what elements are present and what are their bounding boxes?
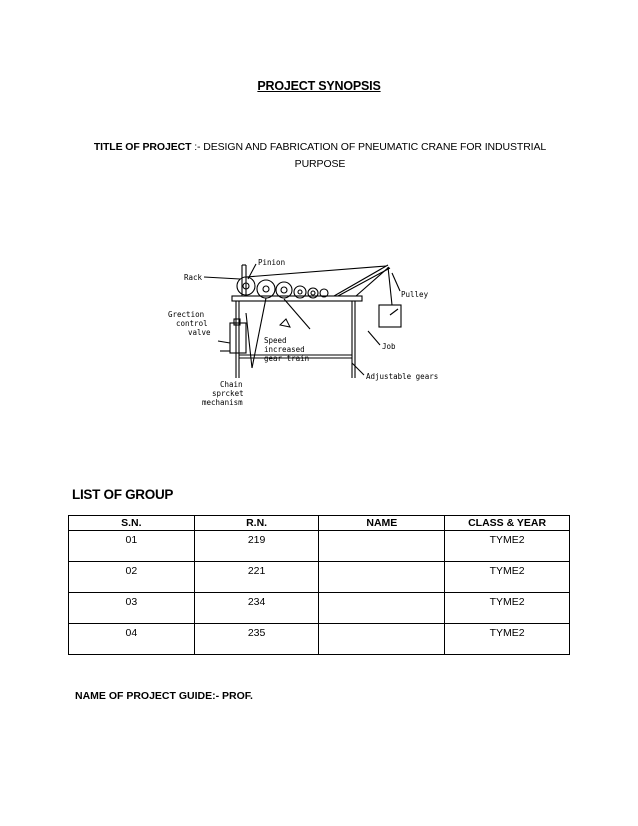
label-adjustable: Adjustable gears (366, 372, 439, 381)
column-header-name: NAME (319, 516, 445, 531)
table-row (69, 624, 570, 655)
cell-rn: 235 (194, 624, 319, 655)
column-header-rn: R.N. (194, 516, 319, 531)
label-chain-1: Chain (220, 380, 243, 389)
label-valve-1: Grection (168, 310, 205, 319)
crane-rope (388, 267, 392, 305)
project-title-label: TITLE OF PROJECT (93, 141, 192, 153)
cell-name (319, 562, 445, 593)
cell-sn: 04 (69, 624, 195, 655)
label-speed-3: gear train (264, 354, 310, 363)
label-valve-2: control (176, 319, 208, 328)
group-table (68, 515, 570, 655)
label-valve-3: valve (188, 328, 211, 337)
cell-class-year: TYME2 (445, 624, 570, 655)
table-row (69, 562, 570, 593)
label-chain-3: mechanism (202, 398, 243, 407)
group-list-heading: LIST OF GROUP (72, 487, 174, 502)
label-speed-2: increased (264, 345, 305, 354)
cell-class-year: TYME2 (445, 593, 570, 624)
project-title-separator: :- (191, 141, 204, 153)
label-rack: Rack (184, 273, 203, 282)
page-title: PROJECT SYNOPSIS (257, 79, 381, 93)
label-chain-2: sprcket (212, 389, 244, 398)
table-row (69, 531, 570, 562)
cell-sn: 02 (69, 562, 195, 593)
table-row (69, 593, 570, 624)
cell-class-year: TYME2 (445, 531, 570, 562)
cell-rn: 219 (194, 531, 319, 562)
cell-name (319, 624, 445, 655)
project-title (90, 139, 550, 173)
column-header-class-year: CLASS & YEAR (445, 516, 570, 531)
cell-rn: 234 (194, 593, 319, 624)
gear-2 (257, 280, 275, 298)
cell-rn: 221 (194, 562, 319, 593)
label-job: Job (382, 342, 396, 351)
control-valve (230, 323, 246, 353)
column-header-sn: S.N. (69, 516, 195, 531)
cell-name (319, 593, 445, 624)
project-guide-label: NAME OF PROJECT GUIDE:- PROF. (75, 690, 253, 702)
cell-class-year: TYME2 (445, 562, 570, 593)
cell-sn: 03 (69, 593, 195, 624)
cell-name (319, 531, 445, 562)
table-header-row (69, 516, 570, 531)
cell-sn: 01 (69, 531, 195, 562)
label-pulley: Pulley (401, 290, 429, 299)
job-box (379, 305, 401, 327)
label-pinion: Pinion (258, 258, 286, 267)
label-speed-1: Speed (264, 336, 287, 345)
project-title-text: DESIGN AND FABRICATION OF PNEUMATIC CRANE FOR INDUSTRIAL PURPOSE (203, 141, 547, 170)
crane-diagram (160, 253, 450, 428)
